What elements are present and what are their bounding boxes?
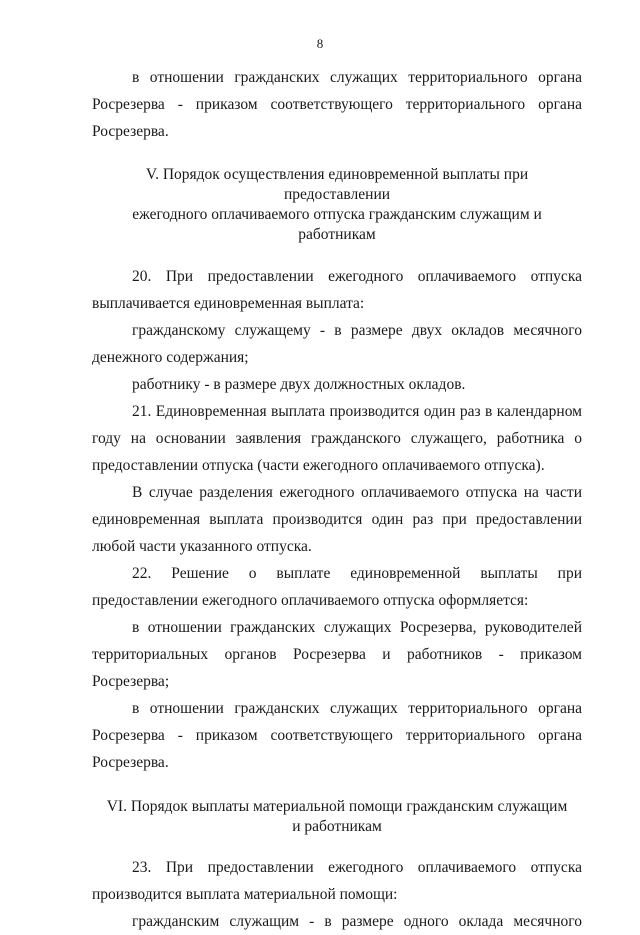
paragraph-intro-line3: Росрезерва. <box>92 123 169 140</box>
section-6-heading-line2: и работникам <box>292 818 382 835</box>
document-body <box>92 64 582 935</box>
spacer <box>92 837 582 854</box>
paragraph-21: 21. Единовременная выплата производится один раз в календарном году на основании заявления гражданского служащего, работника о предоставлении отпуска (части ежегодного оплачиваемого отпуска). <box>92 403 582 474</box>
paragraph-22-item-a: в отношении гражданских служащих Росрезерва, руководителей территориальных органов Росрезерва и работников - приказом Росрезерва; <box>92 619 582 690</box>
section-5-heading-line1: V. Порядок осуществления единовременной выплаты при предоставлении <box>145 166 529 203</box>
paragraph-23-item-a: гражданским служащим - в размере одного оклада месячного <box>132 913 582 930</box>
page-number: 8 <box>316 36 324 51</box>
paragraph-21-continued: В случае разделения ежегодного оплачиваемого отпуска на части единовременная выплата производится один раз при предоставлении любой части указанного отпуска. <box>92 484 582 555</box>
spacer <box>92 776 582 797</box>
section-5-heading-line2: ежегодного оплачиваемого отпуска гражданским служащим и работникам <box>132 206 542 243</box>
spacer <box>92 145 582 165</box>
paragraph-22: 22. Решение о выплате единовременной выплаты при предоставлении ежегодного оплачиваемого отпуска оформляется: <box>92 565 582 609</box>
paragraph-intro-line1: в отношении гражданских служащих территориального органа <box>132 69 582 86</box>
paragraph-20-item-b: работнику - в размере двух должностных окладов. <box>132 376 466 393</box>
section-6-heading-line1: VI. Порядок выплаты материальной помощи гражданским служащим <box>106 798 568 815</box>
paragraph-20-item-a: гражданскому служащему - в размере двух окладов месячного денежного содержания; <box>92 322 582 366</box>
paragraph-intro-line2: Росрезерва - приказом соответствующего территориального органа <box>92 96 582 113</box>
paragraph-23: 23. При предоставлении ежегодного оплачиваемого отпуска производится выплата материальной помощи: <box>92 859 582 903</box>
paragraph-22-item-b: в отношении гражданских служащих территориального органа Росрезерва - приказом соответствующего территориального органа Росрезерва. <box>92 700 582 771</box>
spacer <box>92 245 582 263</box>
paragraph-20: 20. При предоставлении ежегодного оплачиваемого отпуска выплачивается единовременная выплата: <box>92 268 582 312</box>
